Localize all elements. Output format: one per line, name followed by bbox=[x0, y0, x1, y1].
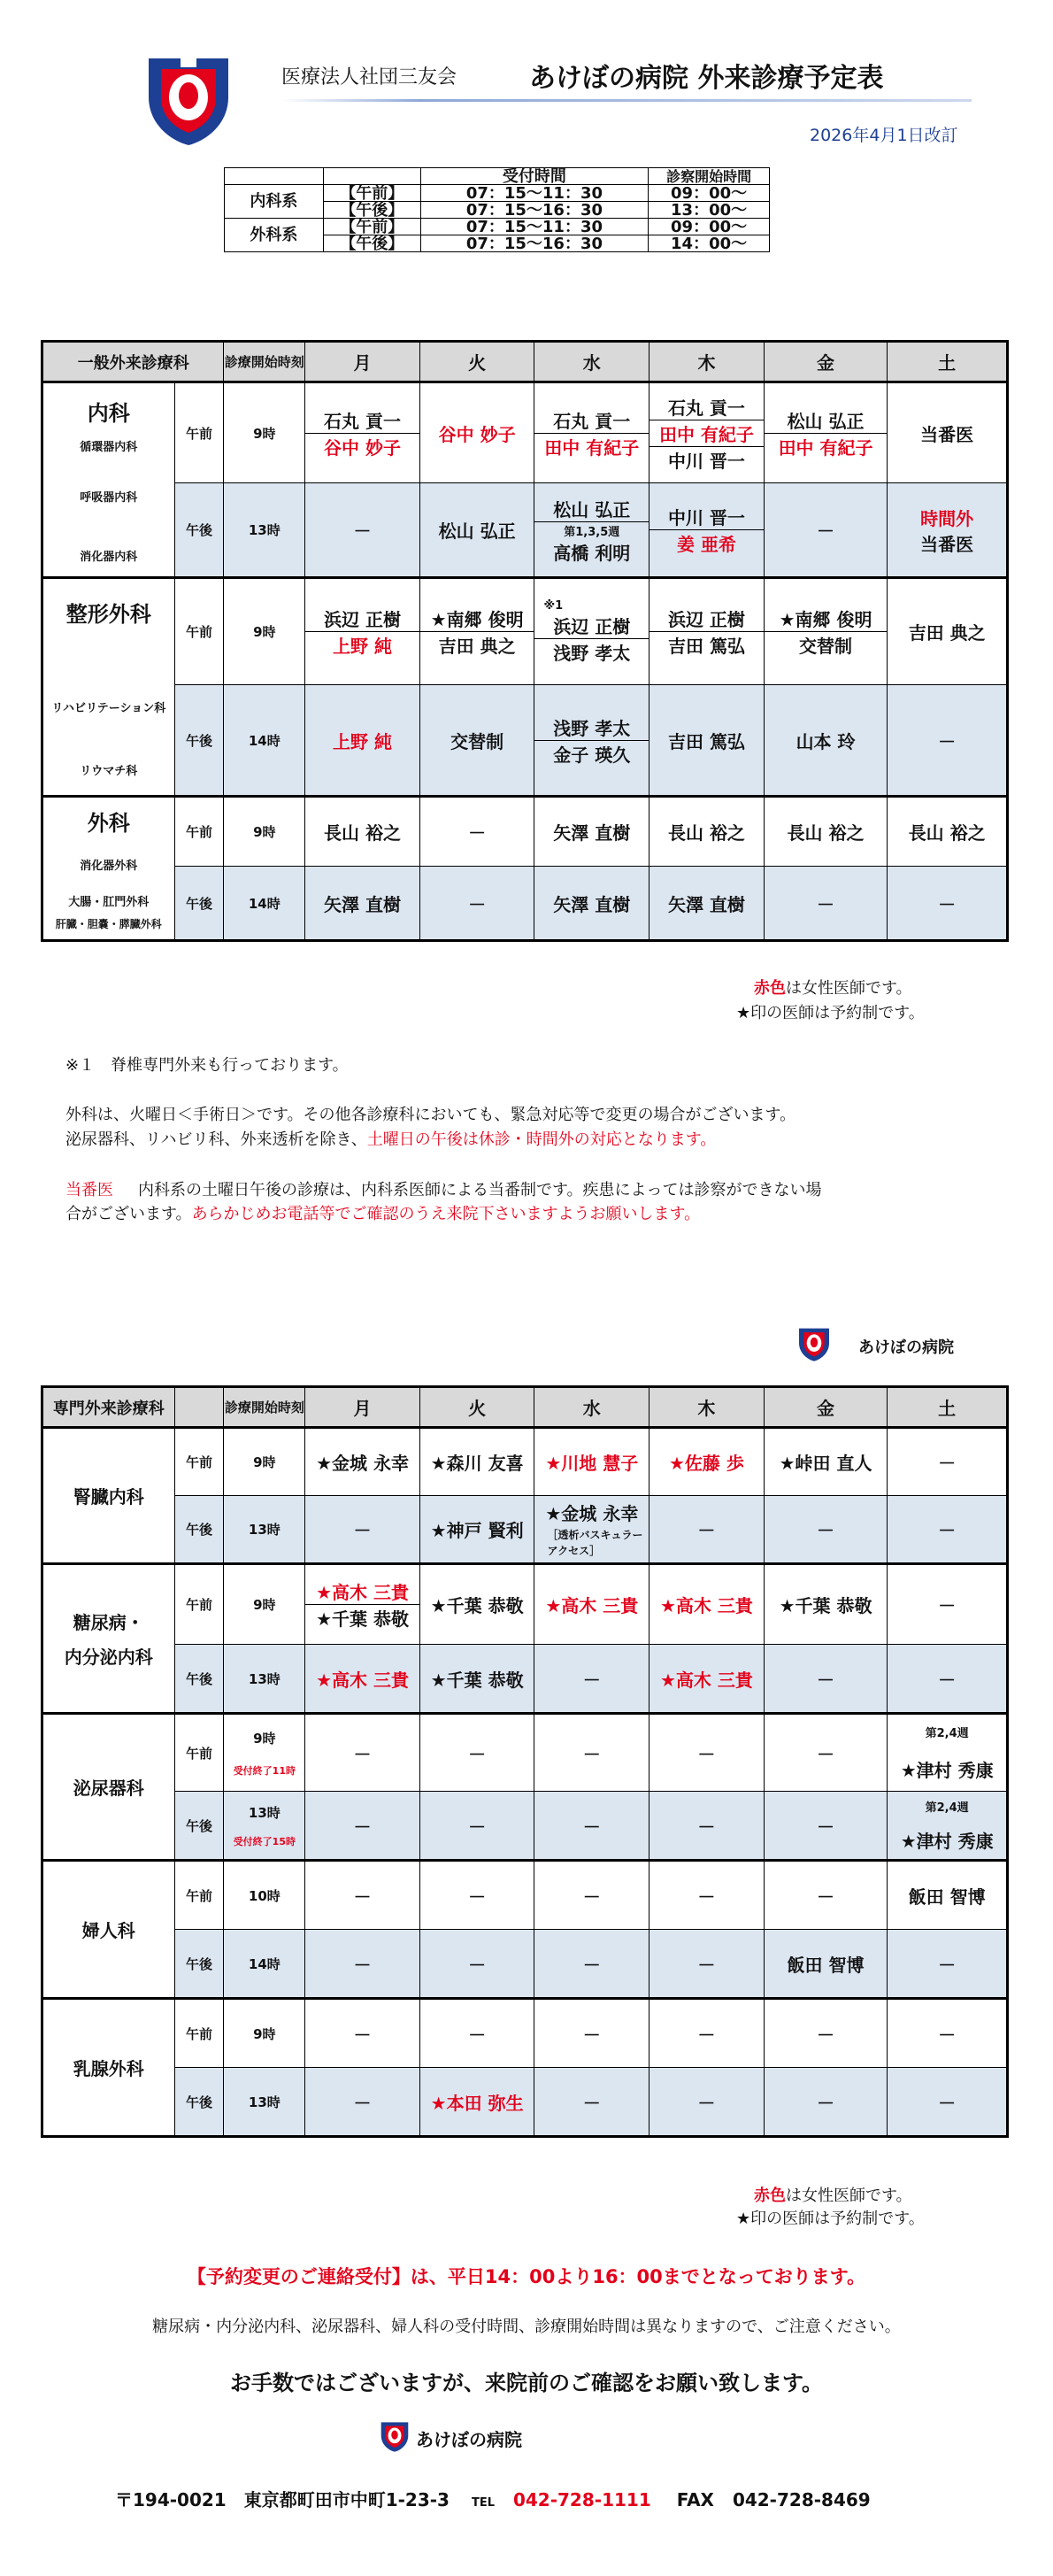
hours-dept: 外科系 bbox=[225, 219, 324, 252]
col-thu: 木 bbox=[649, 342, 765, 382]
doctor: － bbox=[888, 2068, 1008, 2137]
doctor: 長山 裕之 bbox=[649, 797, 765, 867]
doctor: ★森川 友喜 bbox=[419, 1428, 534, 1496]
doctor: 松山 弘正 bbox=[419, 483, 534, 578]
doctor: ★千葉 恭敬 bbox=[419, 1564, 534, 1645]
doctor: 石丸 貢一 bbox=[667, 397, 745, 419]
doctor: － bbox=[649, 1861, 765, 1930]
dept-sub: リハビリテーション科 bbox=[51, 701, 166, 715]
doctor: － bbox=[888, 1999, 1008, 2068]
hours-col-reception: 受付時間 bbox=[420, 168, 649, 185]
fax-label: FAX bbox=[676, 2489, 714, 2510]
start-time bbox=[224, 1714, 305, 1792]
doctor: － bbox=[419, 1714, 534, 1792]
doctor: ★津村 秀康 bbox=[900, 1760, 994, 1781]
session-am: 午前 bbox=[174, 1999, 224, 2068]
dept-hinyo: 泌尿器科 bbox=[42, 1714, 175, 1861]
dept-sub: 肝臓・胆嚢・膵臓外科 bbox=[55, 918, 162, 930]
doctor: 吉田 篤弘 bbox=[649, 685, 765, 797]
doctor: － bbox=[649, 1930, 765, 1999]
col-dept: 一般外来診療科 bbox=[42, 342, 224, 382]
doctor: － bbox=[764, 2068, 888, 2137]
doctor: － bbox=[888, 1930, 1008, 1999]
cell bbox=[534, 685, 649, 797]
doctor: ★神戸 賢利 bbox=[419, 1496, 534, 1564]
doctor: 長山 裕之 bbox=[305, 797, 420, 867]
doctor: － bbox=[419, 1861, 534, 1930]
legend-female bbox=[754, 2183, 912, 2206]
doctor: － bbox=[305, 1714, 420, 1792]
doctor: 浜辺 正樹 bbox=[324, 609, 401, 630]
doctor: － bbox=[649, 1496, 765, 1564]
doctor: 松山 弘正 bbox=[787, 410, 865, 432]
doctor: － bbox=[888, 1496, 1008, 1564]
hospital-logo-icon bbox=[379, 2419, 411, 2453]
doctor: － bbox=[649, 2068, 765, 2137]
doctor: － bbox=[888, 1428, 1008, 1496]
dept-name: 内科 bbox=[87, 401, 130, 426]
doctor: － bbox=[534, 1930, 649, 1999]
doctor: － bbox=[764, 1861, 888, 1930]
note-text: あらかじめお電話等でご確認のうえ来院下さいますようお願いします。 bbox=[191, 1205, 701, 1223]
start-time-value: 9時 bbox=[253, 1730, 276, 1747]
doctor: 浜辺 正樹 bbox=[667, 609, 745, 630]
legend-red-word: 赤色 bbox=[754, 2187, 786, 2205]
dept-geka bbox=[42, 797, 175, 941]
dept-name: 内分泌内科 bbox=[64, 1647, 153, 1668]
doctor: － bbox=[764, 1999, 888, 2068]
dept-jinzo: 腎臓内科 bbox=[42, 1428, 175, 1564]
doctor: 田中 有紀子 bbox=[649, 420, 764, 446]
doctor: 松山 弘正 bbox=[553, 498, 631, 521]
col-start-time: 診療開始時刻 bbox=[224, 342, 305, 382]
doctor: 上野 純 bbox=[305, 631, 419, 658]
hours-start: 09：00～ bbox=[649, 219, 770, 235]
doctor: 浜辺 正樹 bbox=[553, 615, 631, 637]
doctor: 時間外 bbox=[920, 507, 974, 529]
note-text: 当番医 bbox=[65, 1181, 113, 1199]
doctor: － bbox=[534, 2068, 649, 2137]
hours-start: 13：00～ bbox=[649, 202, 770, 219]
doctor: － bbox=[419, 867, 534, 941]
footer-logo-text: あけぼの病院 bbox=[416, 2429, 522, 2450]
doctor: 矢澤 直樹 bbox=[534, 867, 649, 941]
doctor: － bbox=[305, 1930, 420, 1999]
doctor: － bbox=[764, 867, 888, 941]
doctor: 高橋 利明 bbox=[553, 542, 631, 564]
doctor: ★峠田 直人 bbox=[764, 1428, 888, 1496]
doctor: 中川 晋一 bbox=[649, 446, 764, 473]
legend-star: ★印の医師は予約制です。 bbox=[736, 2210, 925, 2228]
cell bbox=[534, 483, 649, 578]
cell bbox=[305, 382, 420, 483]
col-fri: 金 bbox=[764, 1387, 888, 1428]
week-note: 第2,4週 bbox=[925, 1727, 969, 1740]
dept-sub: 大腸・肛門外科 bbox=[68, 896, 150, 909]
start-time: 9時 bbox=[224, 1564, 305, 1645]
doctor: 金子 瑛久 bbox=[534, 740, 649, 767]
doctor: － bbox=[888, 685, 1008, 797]
doctor: 石丸 貢一 bbox=[324, 410, 401, 432]
col-dept: 専門外来診療科 bbox=[42, 1387, 175, 1428]
doctor: － bbox=[888, 1645, 1008, 1714]
org-name: 医療法人社団三友会 bbox=[281, 66, 457, 89]
session-am: 午前 bbox=[174, 1564, 224, 1645]
dept-sub: リウマチ科 bbox=[80, 764, 138, 778]
hospital-logo-icon bbox=[142, 51, 235, 147]
dept-sub: 消化器外科 bbox=[80, 860, 138, 873]
start-time: 13時 bbox=[224, 1645, 305, 1714]
start-time: 14時 bbox=[224, 685, 305, 797]
legend-red-rest: は女性医師です。 bbox=[786, 979, 912, 998]
doctor: ★川地 慧子 bbox=[534, 1428, 649, 1496]
doctor: ★高木 三貴 bbox=[316, 1582, 409, 1603]
doctor: － bbox=[419, 1999, 534, 2068]
doctor: － bbox=[305, 1861, 420, 1930]
hours-session: 【午後】 bbox=[323, 202, 420, 219]
doctor: － bbox=[534, 1792, 649, 1861]
hours-session: 【午前】 bbox=[323, 219, 420, 235]
cell bbox=[649, 382, 765, 483]
note-text: 内科系の土曜日午後の診療は、内科系医師による当番制です。疾患によっては診察ができない場 bbox=[138, 1181, 822, 1199]
cell bbox=[888, 1792, 1008, 1861]
title-underline bbox=[281, 99, 972, 102]
cell bbox=[305, 578, 420, 685]
col-tue: 火 bbox=[419, 342, 534, 382]
note-saturday bbox=[65, 1127, 716, 1150]
dept-sub: 消化器内科 bbox=[80, 551, 138, 564]
legend-star: ★印の医師は予約制です。 bbox=[736, 1004, 925, 1022]
col-wed: 水 bbox=[534, 1387, 649, 1428]
doctor: 当番医 bbox=[920, 533, 974, 555]
col-mon: 月 bbox=[305, 342, 420, 382]
doctor: 谷中 妙子 bbox=[305, 433, 419, 459]
col-fri: 金 bbox=[764, 342, 888, 382]
session-am: 午前 bbox=[174, 1714, 224, 1792]
doctor: 姜 亜希 bbox=[649, 529, 764, 556]
doctor: 吉田 典之 bbox=[420, 631, 534, 658]
doctor: 吉田 篤弘 bbox=[649, 631, 764, 658]
doctor: 長山 裕之 bbox=[764, 797, 888, 867]
dept-nyusen: 乳腺外科 bbox=[42, 1999, 175, 2137]
doctor: － bbox=[764, 1496, 888, 1564]
doctor: ★津村 秀康 bbox=[900, 1831, 994, 1852]
hours-reception: 07：15～16：30 bbox=[420, 202, 649, 219]
start-time bbox=[224, 1792, 305, 1861]
footer-address bbox=[115, 2486, 871, 2511]
start-time: 9時 bbox=[224, 1999, 305, 2068]
doctor: 浅野 孝太 bbox=[534, 638, 649, 665]
session-pm: 午後 bbox=[174, 2068, 224, 2137]
doctor: 山本 玲 bbox=[764, 685, 888, 797]
start-time: 9時 bbox=[224, 797, 305, 867]
mini-logo-text: あけぼの病院 bbox=[858, 1338, 954, 1357]
legend-red-word: 赤色 bbox=[754, 979, 786, 998]
start-time: 13時 bbox=[224, 1496, 305, 1564]
col-mon: 月 bbox=[305, 1387, 420, 1428]
start-time: 9時 bbox=[224, 382, 305, 483]
cell bbox=[888, 1714, 1008, 1792]
doctor: 吉田 典之 bbox=[888, 578, 1008, 685]
doctor: 飯田 智博 bbox=[764, 1930, 888, 1999]
week-note: 第1,3,5週 bbox=[564, 525, 620, 539]
session-pm: 午後 bbox=[174, 1645, 224, 1714]
change-contact-notice: 【予約変更のご連絡受付】は、平日14：00より16：00までとなっております。 bbox=[187, 2266, 866, 2287]
doctor: － bbox=[419, 1930, 534, 1999]
doctor: 長山 裕之 bbox=[888, 797, 1008, 867]
dept-name: 糖尿病・ bbox=[73, 1612, 144, 1633]
doctor: 交替制 bbox=[419, 685, 534, 797]
session-am: 午前 bbox=[174, 382, 224, 483]
hours-session: 【午後】 bbox=[323, 235, 420, 252]
doctor: ★金城 永幸 bbox=[305, 1428, 420, 1496]
note-duty-cont bbox=[65, 1201, 700, 1224]
tel-label: TEL bbox=[471, 2496, 495, 2510]
cell bbox=[419, 578, 534, 685]
note-text: 土曜日の午後は休診・時間外の対応となります。 bbox=[366, 1130, 717, 1149]
doctor: － bbox=[534, 1645, 649, 1714]
doctor: ★高木 三貴 bbox=[649, 1564, 765, 1645]
doctor: － bbox=[534, 1714, 649, 1792]
cell bbox=[888, 483, 1008, 578]
doctor: 矢澤 直樹 bbox=[305, 867, 420, 941]
doctor: 矢澤 直樹 bbox=[649, 867, 765, 941]
col-sat: 土 bbox=[888, 1387, 1008, 1428]
note-spine: ※１ 脊椎専門外来も行っております。 bbox=[65, 1056, 349, 1075]
cell bbox=[534, 382, 649, 483]
dept-sub: 呼吸器内科 bbox=[80, 491, 138, 505]
doctor: ★高木 三貴 bbox=[534, 1564, 649, 1645]
dept-name: 外科 bbox=[87, 811, 130, 836]
dept-seikei bbox=[42, 578, 175, 797]
doctor: 矢澤 直樹 bbox=[534, 797, 649, 867]
doctor: 交替制 bbox=[765, 631, 888, 658]
session-am: 午前 bbox=[174, 797, 224, 867]
note-duty bbox=[65, 1177, 822, 1200]
hours-reception: 07：15～11：30 bbox=[420, 219, 649, 235]
doctor: － bbox=[305, 1792, 420, 1861]
doctor: ★千葉 恭敬 bbox=[305, 1604, 419, 1631]
session-pm: 午後 bbox=[174, 1792, 224, 1861]
start-time: 9時 bbox=[224, 578, 305, 685]
doctor: － bbox=[534, 1861, 649, 1930]
start-time: 9時 bbox=[224, 1428, 305, 1496]
note-text: 泌尿器科、リハビリ科、外来透析を除き、 bbox=[65, 1130, 367, 1149]
doctor: 飯田 智博 bbox=[888, 1861, 1008, 1930]
start-time: 13時 bbox=[224, 2068, 305, 2137]
dept-tonyo bbox=[42, 1564, 175, 1714]
vascular-access-note: ［透析バスキュラーアクセス］ bbox=[547, 1529, 643, 1557]
doctor: 田中 有紀子 bbox=[534, 433, 649, 459]
doctor: － bbox=[305, 2068, 420, 2137]
doctor: ★南郷 俊明 bbox=[779, 609, 872, 630]
doctor: ★南郷 俊明 bbox=[430, 609, 524, 630]
note-text: 合がございます。 bbox=[65, 1205, 192, 1223]
fax-number: 042-728-8469 bbox=[732, 2489, 871, 2510]
general-schedule-table bbox=[41, 340, 1009, 942]
doctor: ★高木 三貴 bbox=[305, 1645, 420, 1714]
col-sat: 土 bbox=[888, 342, 1008, 382]
doctor: － bbox=[764, 1645, 888, 1714]
doctor: 石丸 貢一 bbox=[553, 410, 631, 432]
doctor: － bbox=[305, 483, 420, 578]
doctor: 上野 純 bbox=[305, 685, 420, 797]
session-pm: 午後 bbox=[174, 1496, 224, 1564]
doctor: － bbox=[764, 1792, 888, 1861]
hours-reception: 07：15～11：30 bbox=[420, 185, 649, 202]
doctor: － bbox=[649, 1999, 765, 2068]
reception-end-note: 受付終了15時 bbox=[233, 1835, 296, 1847]
doctor: － bbox=[305, 1999, 420, 2068]
start-time-value: 13時 bbox=[248, 1804, 281, 1821]
session-pm: 午後 bbox=[174, 867, 224, 941]
doctor: － bbox=[888, 1564, 1008, 1645]
cell bbox=[764, 578, 888, 685]
start-time: 14時 bbox=[224, 1930, 305, 1999]
hours-reception: 07：15～16：30 bbox=[420, 235, 649, 252]
doctor: 谷中 妙子 bbox=[419, 382, 534, 483]
special-schedule-table bbox=[41, 1385, 1009, 2138]
doctor: － bbox=[764, 1714, 888, 1792]
doctor: － bbox=[888, 867, 1008, 941]
reception-end-note: 受付終了11時 bbox=[233, 1764, 296, 1777]
hours-col-start: 診察開始時間 bbox=[649, 168, 770, 185]
session-am: 午前 bbox=[174, 1861, 224, 1930]
hours-differ-notice: 糖尿病・内分泌内科、泌尿器科、婦人科の受付時間、診療開始時間は異なりますので、ご注意ください。 bbox=[152, 2318, 901, 2336]
hospital-logo-icon bbox=[796, 1325, 832, 1362]
week-note: 第2,4週 bbox=[925, 1801, 969, 1815]
footnote-mark: ※1 bbox=[543, 598, 564, 613]
doctor: － bbox=[649, 1792, 765, 1861]
doctor: － bbox=[534, 1999, 649, 2068]
dept-naika bbox=[42, 382, 175, 578]
hours-session: 【午前】 bbox=[323, 185, 420, 202]
tel-number: 042-728-1111 bbox=[512, 2489, 651, 2510]
col-start-time: 診療開始時刻 bbox=[224, 1387, 305, 1428]
hours-start: 09：00～ bbox=[649, 185, 770, 202]
doctor: 浅野 孝太 bbox=[553, 717, 631, 739]
doctor: ★高木 三貴 bbox=[649, 1645, 765, 1714]
col-thu: 木 bbox=[649, 1387, 765, 1428]
col-tue: 火 bbox=[419, 1387, 534, 1428]
doctor: 当番医 bbox=[888, 382, 1008, 483]
hours-dept: 内科系 bbox=[225, 185, 324, 219]
cell bbox=[534, 1496, 649, 1564]
start-time: 13時 bbox=[224, 483, 305, 578]
confirm-notice: お手数ではございますが、来院前のご確認をお願い致します。 bbox=[229, 2371, 824, 2395]
session-pm: 午後 bbox=[174, 685, 224, 797]
start-time: 10時 bbox=[224, 1861, 305, 1930]
page-title: あけぼの病院 外来診療予定表 bbox=[529, 63, 884, 94]
dept-fujin: 婦人科 bbox=[42, 1861, 175, 1999]
legend-red-rest: は女性医師です。 bbox=[786, 2187, 912, 2205]
doctor: － bbox=[419, 1792, 534, 1861]
doctor: － bbox=[419, 797, 534, 867]
doctor: ★千葉 恭敬 bbox=[764, 1564, 888, 1645]
cell bbox=[764, 382, 888, 483]
cell bbox=[534, 578, 649, 685]
note-surgery: 外科は、火曜日＜手術日＞です。その他各診療科においても、緊急対応等で変更の場合がございます。 bbox=[65, 1106, 796, 1124]
reception-hours-table bbox=[224, 167, 770, 252]
legend-female bbox=[754, 976, 912, 999]
session-am: 午前 bbox=[174, 1428, 224, 1496]
doctor: ★佐藤 歩 bbox=[649, 1428, 765, 1496]
doctor: － bbox=[764, 483, 888, 578]
session-am: 午前 bbox=[174, 578, 224, 685]
doctor: 中川 晋一 bbox=[667, 507, 745, 528]
session-pm: 午後 bbox=[174, 1930, 224, 1999]
session-pm: 午後 bbox=[174, 483, 224, 578]
doctor: ★本田 弥生 bbox=[419, 2068, 534, 2137]
hours-start: 14：00～ bbox=[649, 235, 770, 252]
start-time: 14時 bbox=[224, 867, 305, 941]
address: 〒194-0021 東京都町田市中町1-23-3 bbox=[115, 2489, 450, 2510]
doctor: － bbox=[305, 1496, 420, 1564]
dept-sub: 循環器内科 bbox=[80, 441, 138, 454]
revised-date: 2026年4月1日改訂 bbox=[810, 126, 958, 145]
doctor: ★金城 永幸 bbox=[545, 1503, 639, 1524]
col-wed: 水 bbox=[534, 342, 649, 382]
cell bbox=[649, 483, 765, 578]
doctor: 田中 有紀子 bbox=[765, 433, 888, 459]
dept-name: 整形外科 bbox=[65, 601, 151, 627]
doctor: － bbox=[649, 1714, 765, 1792]
cell bbox=[305, 1564, 420, 1645]
doctor: ★千葉 恭敬 bbox=[419, 1645, 534, 1714]
cell bbox=[649, 578, 765, 685]
